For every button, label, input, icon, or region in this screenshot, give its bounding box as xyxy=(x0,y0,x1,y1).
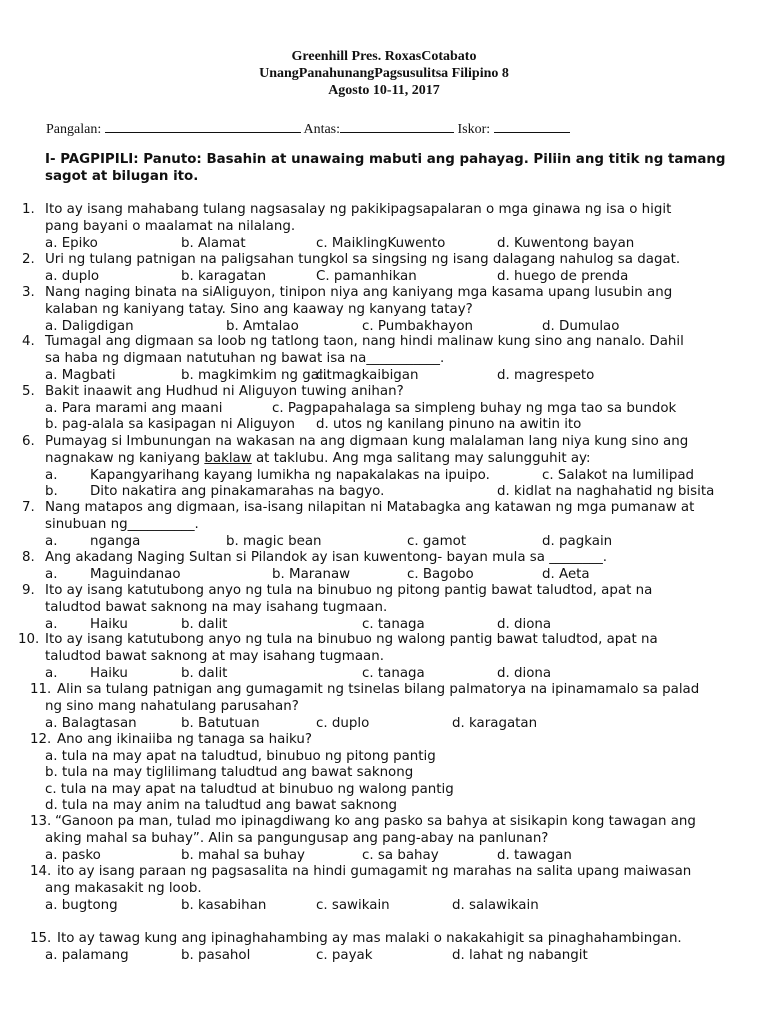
option-d[interactable]: d. karagatan xyxy=(452,716,538,731)
question-text: ng sino mang nahatulang parusahan? xyxy=(45,699,299,714)
option-a[interactable]: a. Epiko xyxy=(45,236,98,251)
option-b[interactable]: b. Amtalao xyxy=(226,319,299,334)
option-c[interactable]: c. Salakot na lumilipad xyxy=(542,468,695,483)
question-number: 4. xyxy=(22,334,35,349)
option-c[interactable]: c. Bagobo xyxy=(407,567,474,582)
option-b[interactable]: Dito nakatira ang pinakamarahas na bagyo. xyxy=(90,484,385,499)
option-b[interactable]: b. kasabihan xyxy=(181,898,267,913)
option-a[interactable]: nganga xyxy=(90,534,141,549)
question-text: Bakit inaawit ang Hudhud ni Aliguyon tuwing anihan? xyxy=(45,384,404,399)
option-d[interactable]: d. diona xyxy=(497,617,552,632)
question-text: aking mahal sa buhay”. Alin sa pangungusap ang pang-abay na panlunan? xyxy=(45,831,549,846)
question-number: 7. xyxy=(22,500,35,515)
question-number: 15. xyxy=(30,931,52,946)
option-a[interactable]: a. bugtong xyxy=(45,898,118,913)
option-c[interactable]: c. sawikain xyxy=(316,898,390,913)
option-b[interactable]: b. magic bean xyxy=(226,534,322,549)
option-b[interactable]: b. mahal sa buhay xyxy=(181,848,305,863)
option-d[interactable]: d. diona xyxy=(497,666,552,681)
question-number: 13. xyxy=(30,814,52,829)
question-text: ito ay isang paraan ng pagsasalita na hindi gumagamit ng marahas na salita upang maiwasan xyxy=(57,864,692,879)
option-c[interactable]: c. magkaibigan xyxy=(316,368,419,383)
option-d[interactable]: d. salawikain xyxy=(452,898,539,913)
question-text: sinubuan ng__________. xyxy=(45,517,199,532)
question-number: 6. xyxy=(22,434,35,449)
question-text: Ito ay isang katutubong anyo ng tula na binubuo ng pitong pantig bawat taludtod, apat na xyxy=(45,583,653,598)
option-b[interactable]: b. dalit xyxy=(181,666,228,681)
question-number: 11. xyxy=(30,682,52,697)
question-number: 10. xyxy=(18,632,40,647)
option-a[interactable]: Maguindanao xyxy=(90,567,181,582)
question-text: Alin sa tulang patnigan ang gumagamit ng tsinelas bilang palmatorya na ipinamamalo sa palad xyxy=(57,682,700,697)
option-a[interactable]: a. Balagtasan xyxy=(45,716,137,731)
option-a[interactable]: a. palamang xyxy=(45,948,129,963)
option-a-letter[interactable]: a. xyxy=(45,617,58,632)
option-d[interactable]: d. utos ng kanilang pinuno na awitin ito xyxy=(316,417,582,432)
option-d[interactable]: d. kidlat na naghahatid ng bisita xyxy=(497,484,715,499)
question-number: 14. xyxy=(30,864,52,879)
question-number: 1. xyxy=(22,202,35,217)
option-a[interactable]: Haiku xyxy=(90,666,128,681)
question-text: Nang matapos ang digmaan, isa-isang nilapitan ni Matabagka ang katawan ng mga pumanaw at xyxy=(45,500,695,515)
option-a[interactable]: a. pasko xyxy=(45,848,101,863)
option-b[interactable]: b. karagatan xyxy=(181,269,267,284)
name-label: Pangalan: xyxy=(46,122,102,137)
option-a[interactable]: a. Magbati xyxy=(45,368,116,383)
question-number: 12. xyxy=(30,732,52,747)
option-d[interactable]: d. tula na may anim na taludtud ang bawat saknong xyxy=(45,798,398,813)
option-b[interactable]: b. pag-alala sa kasipagan ni Aliguyon xyxy=(45,417,296,432)
question-number: 5. xyxy=(22,384,35,399)
exam-title: UnangPanahunangPagsusulitsa Filipino 8 xyxy=(259,66,509,81)
question-text: nagnakaw ng kaniyang baklaw at taklubu. Ang mga salitang may salungguhit ay: xyxy=(45,451,591,466)
option-b[interactable]: b. magkimkim ng galit xyxy=(181,368,332,383)
question-text: Ang akadang Naging Sultan si Pilandok ay isan kuwentong- bayan mula sa ________. xyxy=(45,550,608,565)
option-c[interactable]: c. tanaga xyxy=(362,666,425,681)
question-text: Ito ay isang mahabang tulang nagsasalay ng pakikipagsapalaran o mga ginawa ng isa o higit xyxy=(45,202,672,217)
option-a[interactable]: Haiku xyxy=(90,617,128,632)
option-c[interactable]: c. Pagpapahalaga sa simpleng buhay ng mga tao sa bundok xyxy=(272,401,677,416)
question-text: Ito ay isang katutubong anyo ng tula na binubuo ng walong pantig bawat taludtod, apat na xyxy=(45,632,658,647)
question-text: taludtod bawat saknong at may isahang tugmaan. xyxy=(45,649,385,664)
option-c[interactable]: c. payak xyxy=(316,948,373,963)
question-text: “Ganoon pa man, tulad mo ipinagdiwang ko ang pasko sa bahya at sisikapin kong tawagan ang xyxy=(55,814,696,829)
option-a[interactable]: a. Daligdigan xyxy=(45,319,134,334)
option-d[interactable]: d. pagkain xyxy=(542,534,613,549)
school-name: Greenhill Pres. RoxasCotabato xyxy=(291,49,477,64)
section-field[interactable] xyxy=(340,120,454,133)
option-b[interactable]: b. Alamat xyxy=(181,236,246,251)
question-number: 2. xyxy=(22,252,35,267)
option-a[interactable]: a. tula na may apat na taludtud, binubuo ng pitong pantig xyxy=(45,749,436,764)
option-d[interactable]: d. lahat ng nabangit xyxy=(452,948,588,963)
option-d[interactable]: d. Aeta xyxy=(542,567,590,582)
option-a-letter[interactable]: a. xyxy=(45,534,58,549)
score-field[interactable] xyxy=(494,120,570,133)
question-text: kalaban ng kaniyang tatay. Sino ang kaaway ng kanyang tatay? xyxy=(45,302,473,317)
option-b[interactable]: b. tula na may tiglilimang taludtud ang bawat saknong xyxy=(45,765,414,780)
score-label: Iskor: xyxy=(457,122,491,137)
option-c[interactable]: c. gamot xyxy=(407,534,467,549)
question-text: pang bayani o maalamat na nilalang. xyxy=(45,219,296,234)
option-b[interactable]: b. Batutuan xyxy=(181,716,260,731)
question-number: 8. xyxy=(22,550,35,565)
question-text: Nang naging binata na siAliguyon, tinipon niya ang kaniyang mga kasama upang lusubin ang xyxy=(45,285,673,300)
option-c[interactable]: c. sa bahay xyxy=(362,848,439,863)
option-b-letter[interactable]: b. xyxy=(45,484,58,499)
option-a[interactable]: a. Para marami ang maani xyxy=(45,401,223,416)
option-a[interactable]: a. duplo xyxy=(45,269,100,284)
question-text: Tumagal ang digmaan sa loob ng tatlong taon, nang hindi malinaw kung sino ang nanalo. Dahil xyxy=(45,334,684,349)
option-a[interactable]: Kapangyarihang kayang lumikha ng napakalakas na ipuipo. xyxy=(90,468,490,483)
option-d[interactable]: d. magrespeto xyxy=(497,368,595,383)
option-a-letter[interactable]: a. xyxy=(45,567,58,582)
option-b[interactable]: b. Maranaw xyxy=(272,567,351,582)
option-d[interactable]: d. Kuwentong bayan xyxy=(497,236,635,251)
option-a-letter[interactable]: a. xyxy=(45,468,58,483)
option-c[interactable]: c. tanaga xyxy=(362,617,425,632)
option-c[interactable]: c. duplo xyxy=(316,716,370,731)
question-number: 3. xyxy=(22,285,35,300)
section-label: Antas: xyxy=(303,122,341,137)
question-text: Ano ang ikinaiiba ng tanaga sa haiku? xyxy=(57,732,312,747)
option-c[interactable]: c. MaiklingKuwento xyxy=(316,236,446,251)
question-number: 9. xyxy=(22,583,35,598)
option-b[interactable]: b. dalit xyxy=(181,617,228,632)
student-info-line xyxy=(46,120,570,138)
option-b[interactable]: b. pasahol xyxy=(181,948,251,963)
option-c[interactable]: c. Pumbakhayon xyxy=(362,319,474,334)
option-d[interactable]: d. Dumulao xyxy=(542,319,620,334)
question-text: ang makasakit ng loob. xyxy=(45,881,202,896)
name-field[interactable] xyxy=(105,120,301,133)
option-a-letter[interactable]: a. xyxy=(45,666,58,681)
underlined-word: baklaw xyxy=(204,451,252,466)
question-text: Ito ay tawag kung ang ipinaghahambing ay mas malaki o nakakahigit sa pinaghahambingan. xyxy=(57,931,682,946)
question-text: Uri ng tulang patnigan na paligsahan tungkol sa singsing ng isang dalagang nahulog sa dagat. xyxy=(45,252,681,267)
option-c[interactable]: c. tula na may apat na taludtud at binubuo ng walong pantig xyxy=(45,782,454,797)
option-d[interactable]: d. huego de prenda xyxy=(497,269,629,284)
option-c[interactable]: C. pamanhikan xyxy=(316,269,417,284)
question-text: taludtod bawat saknong na may isahang tugmaan. xyxy=(45,600,388,615)
question-text: Pumayag si Imbunungan na wakasan na ang digmaan kung malalaman lang niya kung sino ang xyxy=(45,434,689,449)
question-text: sa haba ng digmaan natutuhan ng bawat isa na___________. xyxy=(45,351,445,366)
instructions: I- PAGPIPILI: Panuto: Basahin at unawaing mabuti ang pahayag. Piliin ang titik ng tamang sagot at bilugan ito. xyxy=(45,152,726,184)
exam-date: Agosto 10-11, 2017 xyxy=(328,83,440,98)
option-d[interactable]: d. tawagan xyxy=(497,848,572,863)
